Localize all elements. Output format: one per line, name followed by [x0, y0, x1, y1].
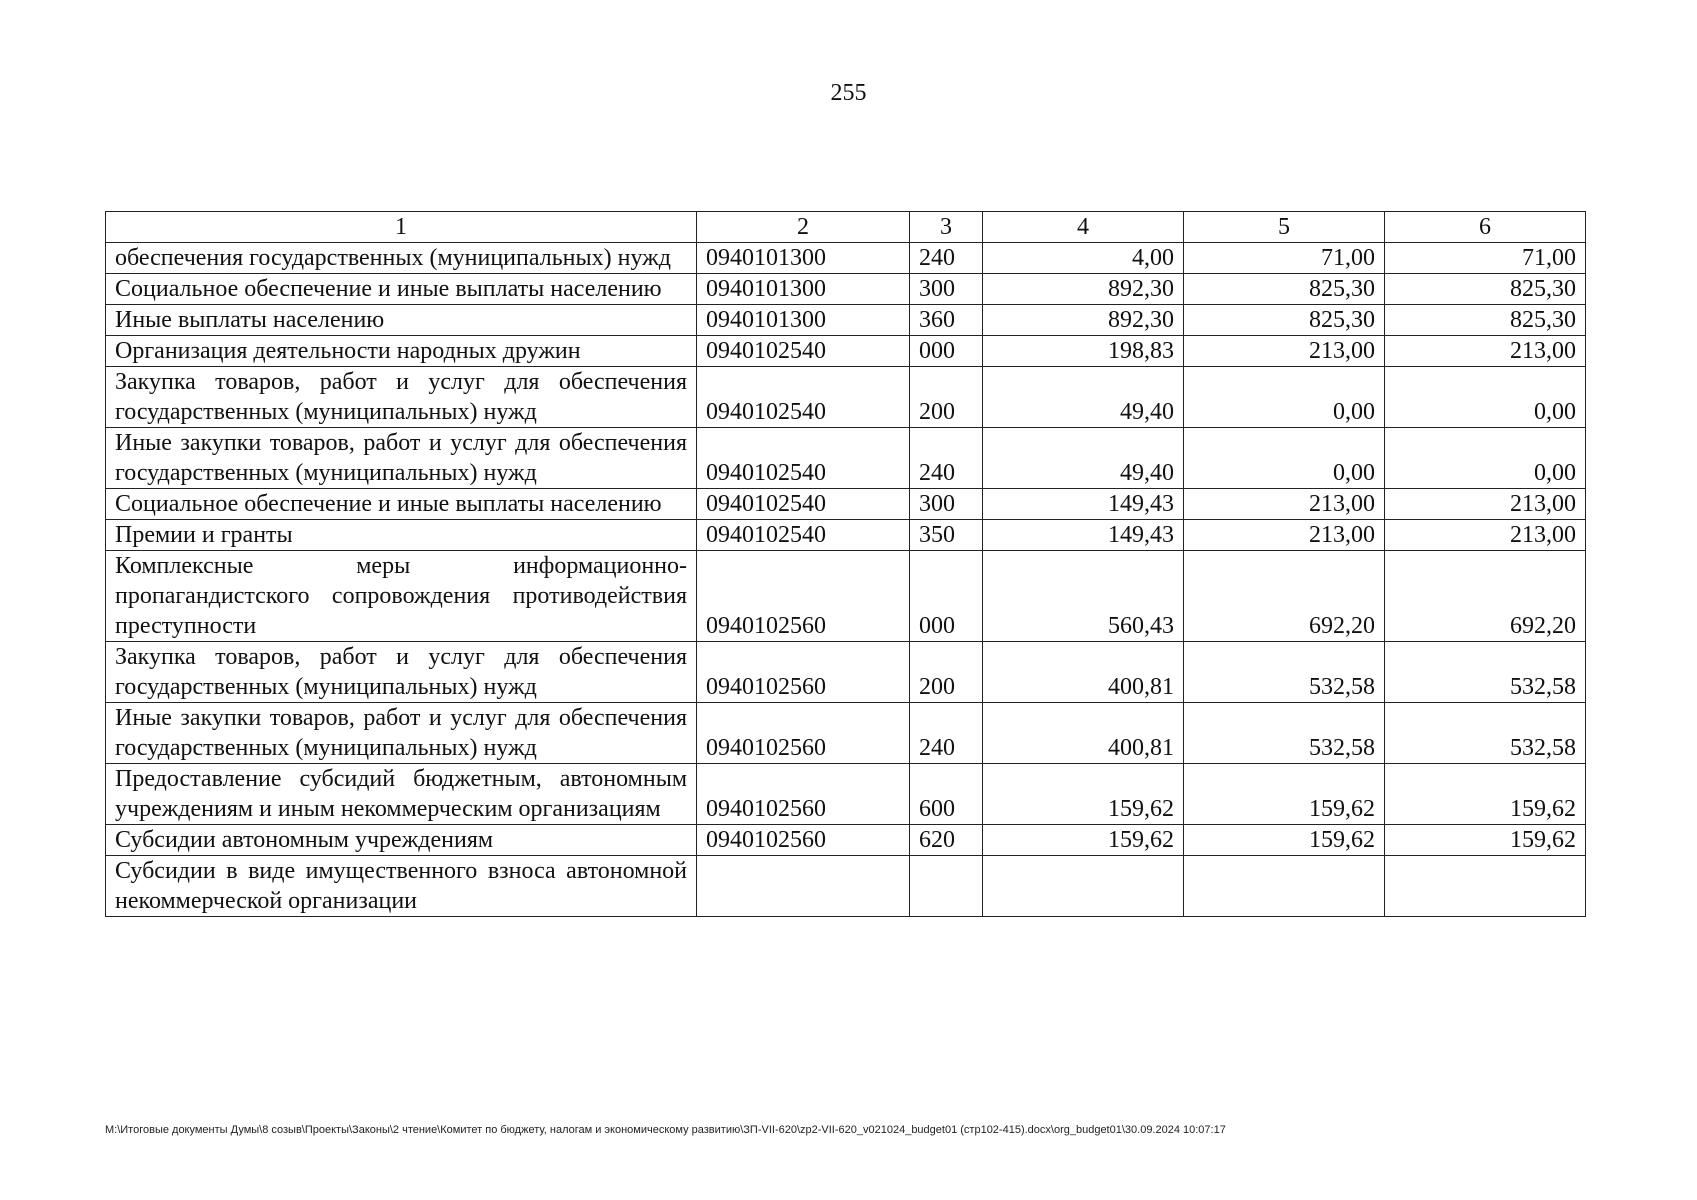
- column-header: 1: [106, 212, 697, 243]
- row-value-5-cell: 213,00: [1184, 520, 1385, 551]
- table-row: [106, 274, 1586, 305]
- row-value-6-cell: [1385, 856, 1586, 917]
- row-name-cell: Субсидии автономным учреждениям: [106, 825, 697, 856]
- row-value-4-cell: 149,43: [983, 520, 1184, 551]
- row-code-cell: 0940102560: [697, 642, 910, 703]
- row-code-cell: 0940102560: [697, 551, 910, 642]
- row-code-cell: 0940102540: [697, 336, 910, 367]
- table-header-row: [106, 212, 1586, 243]
- row-value-4-cell: 149,43: [983, 489, 1184, 520]
- row-value-6-cell: 159,62: [1385, 764, 1586, 825]
- row-code-cell: 0940101300: [697, 243, 910, 274]
- table-row: [106, 428, 1586, 489]
- row-value-6-cell: 71,00: [1385, 243, 1586, 274]
- column-header: 4: [983, 212, 1184, 243]
- row-value-4-cell: 49,40: [983, 428, 1184, 489]
- row-type-cell: 240: [910, 243, 983, 274]
- table-row: [106, 367, 1586, 428]
- row-type-cell: [910, 856, 983, 917]
- row-value-4-cell: [983, 856, 1184, 917]
- table-body: [106, 243, 1586, 917]
- row-type-cell: 240: [910, 428, 983, 489]
- column-header: 3: [910, 212, 983, 243]
- row-type-cell: 620: [910, 825, 983, 856]
- row-code-cell: 0940101300: [697, 274, 910, 305]
- row-name-cell: Иные выплаты населению: [106, 305, 697, 336]
- row-type-cell: 360: [910, 305, 983, 336]
- row-code-cell: 0940102560: [697, 764, 910, 825]
- row-value-5-cell: 71,00: [1184, 243, 1385, 274]
- row-value-5-cell: 532,58: [1184, 642, 1385, 703]
- row-name-cell: Комплексные меры информационно-пропагандистского сопровождения противодействия преступности: [106, 551, 697, 642]
- row-code-cell: 0940102540: [697, 489, 910, 520]
- row-name-cell: Премии и гранты: [106, 520, 697, 551]
- table-row: [106, 764, 1586, 825]
- row-type-cell: 300: [910, 489, 983, 520]
- row-name-cell: Социальное обеспечение и иные выплаты населению: [106, 489, 697, 520]
- row-value-5-cell: [1184, 856, 1385, 917]
- row-type-cell: 000: [910, 551, 983, 642]
- row-value-5-cell: 213,00: [1184, 489, 1385, 520]
- table-row: [106, 856, 1586, 917]
- row-value-6-cell: 532,58: [1385, 703, 1586, 764]
- row-name-cell: Иные закупки товаров, работ и услуг для обеспечения государственных (муниципальных) нужд: [106, 428, 697, 489]
- row-type-cell: 350: [910, 520, 983, 551]
- row-value-6-cell: 0,00: [1385, 367, 1586, 428]
- budget-table: [105, 211, 1586, 917]
- table-row: [106, 825, 1586, 856]
- row-value-6-cell: 532,58: [1385, 642, 1586, 703]
- row-value-5-cell: 825,30: [1184, 305, 1385, 336]
- column-header: 6: [1385, 212, 1586, 243]
- row-value-5-cell: 213,00: [1184, 336, 1385, 367]
- column-header: 2: [697, 212, 910, 243]
- row-value-6-cell: 825,30: [1385, 305, 1586, 336]
- row-value-4-cell: 4,00: [983, 243, 1184, 274]
- row-name-cell: обеспечения государственных (муниципальных) нужд: [106, 243, 697, 274]
- row-name-cell: Социальное обеспечение и иные выплаты населению: [106, 274, 697, 305]
- row-code-cell: 0940102540: [697, 428, 910, 489]
- row-value-4-cell: 198,83: [983, 336, 1184, 367]
- row-type-cell: 000: [910, 336, 983, 367]
- row-value-5-cell: 692,20: [1184, 551, 1385, 642]
- row-type-cell: 200: [910, 642, 983, 703]
- row-name-cell: Организация деятельности народных дружин: [106, 336, 697, 367]
- row-code-cell: [697, 856, 910, 917]
- table-row: [106, 336, 1586, 367]
- row-value-4-cell: 560,43: [983, 551, 1184, 642]
- row-value-4-cell: 159,62: [983, 764, 1184, 825]
- table-row: [106, 642, 1586, 703]
- row-value-6-cell: 213,00: [1385, 520, 1586, 551]
- row-value-5-cell: 825,30: [1184, 274, 1385, 305]
- row-type-cell: 600: [910, 764, 983, 825]
- row-type-cell: 200: [910, 367, 983, 428]
- row-value-5-cell: 159,62: [1184, 764, 1385, 825]
- row-code-cell: 0940102540: [697, 367, 910, 428]
- row-name-cell: Закупка товаров, работ и услуг для обеспечения государственных (муниципальных) нужд: [106, 642, 697, 703]
- row-type-cell: 300: [910, 274, 983, 305]
- document-path-footer: M:\Итоговые документы Думы\8 созыв\Проекты\Законы\2 чтение\Комитет по бюджету, налогам и экономическому развитию\ЗП-VII-620\zp2-VII-620_v021024_budget01 (стр102-415).docx\org_budget01\30.09.2024 10:07:17: [105, 1124, 1226, 1136]
- row-name-cell: Субсидии в виде имущественного взноса автономной некоммерческой организации: [106, 856, 697, 917]
- row-value-6-cell: 213,00: [1385, 489, 1586, 520]
- row-value-4-cell: 400,81: [983, 703, 1184, 764]
- row-value-6-cell: 0,00: [1385, 428, 1586, 489]
- row-value-5-cell: 0,00: [1184, 367, 1385, 428]
- table-row: [106, 520, 1586, 551]
- row-code-cell: 0940102560: [697, 703, 910, 764]
- row-code-cell: 0940102540: [697, 520, 910, 551]
- row-value-6-cell: 213,00: [1385, 336, 1586, 367]
- table-row: [106, 305, 1586, 336]
- row-code-cell: 0940101300: [697, 305, 910, 336]
- row-name-cell: Закупка товаров, работ и услуг для обеспечения государственных (муниципальных) нужд: [106, 367, 697, 428]
- row-name-cell: Иные закупки товаров, работ и услуг для обеспечения государственных (муниципальных) нужд: [106, 703, 697, 764]
- row-value-5-cell: 159,62: [1184, 825, 1385, 856]
- row-value-4-cell: 159,62: [983, 825, 1184, 856]
- row-value-5-cell: 532,58: [1184, 703, 1385, 764]
- page-number: 255: [830, 80, 867, 106]
- table-row: [106, 489, 1586, 520]
- row-value-4-cell: 49,40: [983, 367, 1184, 428]
- row-type-cell: 240: [910, 703, 983, 764]
- row-name-cell: Предоставление субсидий бюджетным, автономным учреждениям и иным некоммерческим организациям: [106, 764, 697, 825]
- table-row: [106, 551, 1586, 642]
- row-value-4-cell: 892,30: [983, 305, 1184, 336]
- row-value-6-cell: 692,20: [1385, 551, 1586, 642]
- row-value-6-cell: 825,30: [1385, 274, 1586, 305]
- row-value-4-cell: 892,30: [983, 274, 1184, 305]
- row-value-6-cell: 159,62: [1385, 825, 1586, 856]
- table-row: [106, 243, 1586, 274]
- row-code-cell: 0940102560: [697, 825, 910, 856]
- row-value-4-cell: 400,81: [983, 642, 1184, 703]
- column-header: 5: [1184, 212, 1385, 243]
- row-value-5-cell: 0,00: [1184, 428, 1385, 489]
- table-row: [106, 703, 1586, 764]
